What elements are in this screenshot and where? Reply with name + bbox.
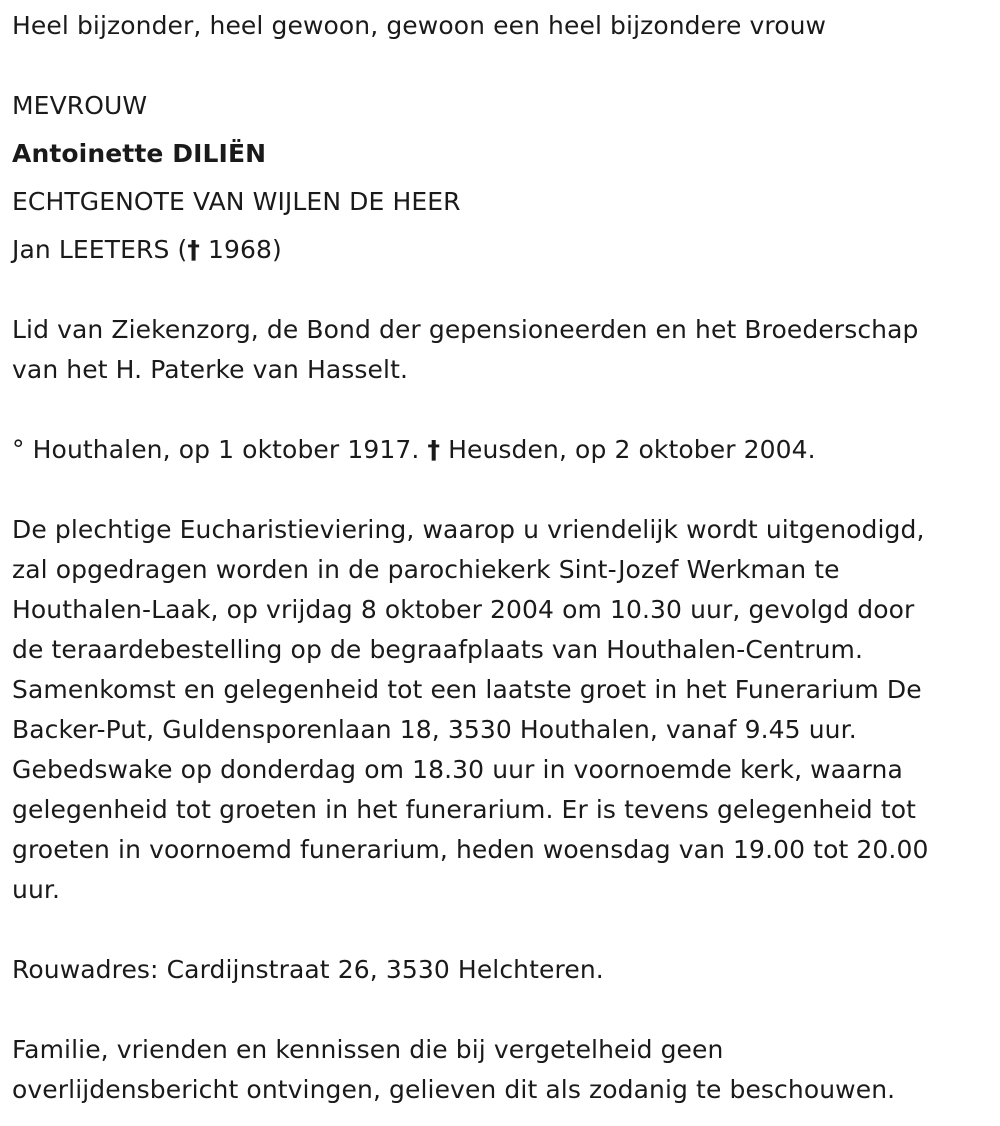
ceremony-line: uur. bbox=[12, 875, 61, 904]
ceremony-line: Samenkomst en gelegenheid tot een laatste groet in het Funerarium De bbox=[12, 675, 922, 704]
ceremony-line: groeten in voornoemd funerarium, heden woensdag van 19.00 tot 20.00 bbox=[12, 835, 929, 864]
death-info: Heusden, op 2 oktober 2004. bbox=[440, 435, 816, 464]
ceremony-line: Gebedswake op donderdag om 18.30 uur in voornoemde kerk, waarna bbox=[12, 755, 903, 784]
ceremony-line: de teraardebestelling op de begraafplaats van Houthalen-Centrum. bbox=[12, 635, 864, 664]
ceremony-line: Backer-Put, Guldensporenlaan 18, 3530 Houthalen, vanaf 9.45 uur. bbox=[12, 715, 857, 744]
ceremony-line: zal opgedragen worden in de parochiekerk Sint-Jozef Werkman te bbox=[12, 555, 840, 584]
cross-icon: † bbox=[187, 235, 200, 264]
deceased-name: Antoinette DILIËN bbox=[12, 139, 267, 168]
salutation: MEVROUW bbox=[12, 91, 148, 120]
spouse-intro: ECHTGENOTE VAN WIJLEN DE HEER bbox=[12, 187, 461, 216]
spouse-death-year: 1968) bbox=[207, 235, 282, 264]
notice-line-2: overlijdensbericht ontvingen, gelieven dit als zodanig te beschouwen. bbox=[12, 1075, 896, 1104]
ceremony-line: De plechtige Eucharistieviering, waarop u vriendelijk wordt uitgenodigd, bbox=[12, 515, 925, 544]
spouse-name: Jan LEETERS ( bbox=[12, 235, 188, 264]
membership-line-1: Lid van Ziekenzorg, de Bond der gepensioneerden en het Broederschap bbox=[12, 315, 919, 344]
tagline: Heel bijzonder, heel gewoon, gewoon een heel bijzondere vrouw bbox=[12, 11, 827, 40]
mourning-address: Rouwadres: Cardijnstraat 26, 3530 Helchteren. bbox=[12, 955, 604, 984]
ceremony-line: gelegenheid tot groeten in het funerarium. Er is tevens gelegenheid tot bbox=[12, 795, 917, 824]
membership-line-2: van het H. Paterke van Hasselt. bbox=[12, 355, 409, 384]
ceremony-line: Houthalen-Laak, op vrijdag 8 oktober 2004 om 10.30 uur, gevolgd door bbox=[12, 595, 915, 624]
spouse-line bbox=[12, 230, 282, 270]
birth-info: ° Houthalen, op 1 oktober 1917. bbox=[12, 435, 428, 464]
cross-icon: † bbox=[427, 435, 441, 464]
notice-line-1: Familie, vrienden en kennissen die bij vergetelheid geen bbox=[12, 1035, 724, 1064]
life-dates bbox=[12, 430, 816, 470]
